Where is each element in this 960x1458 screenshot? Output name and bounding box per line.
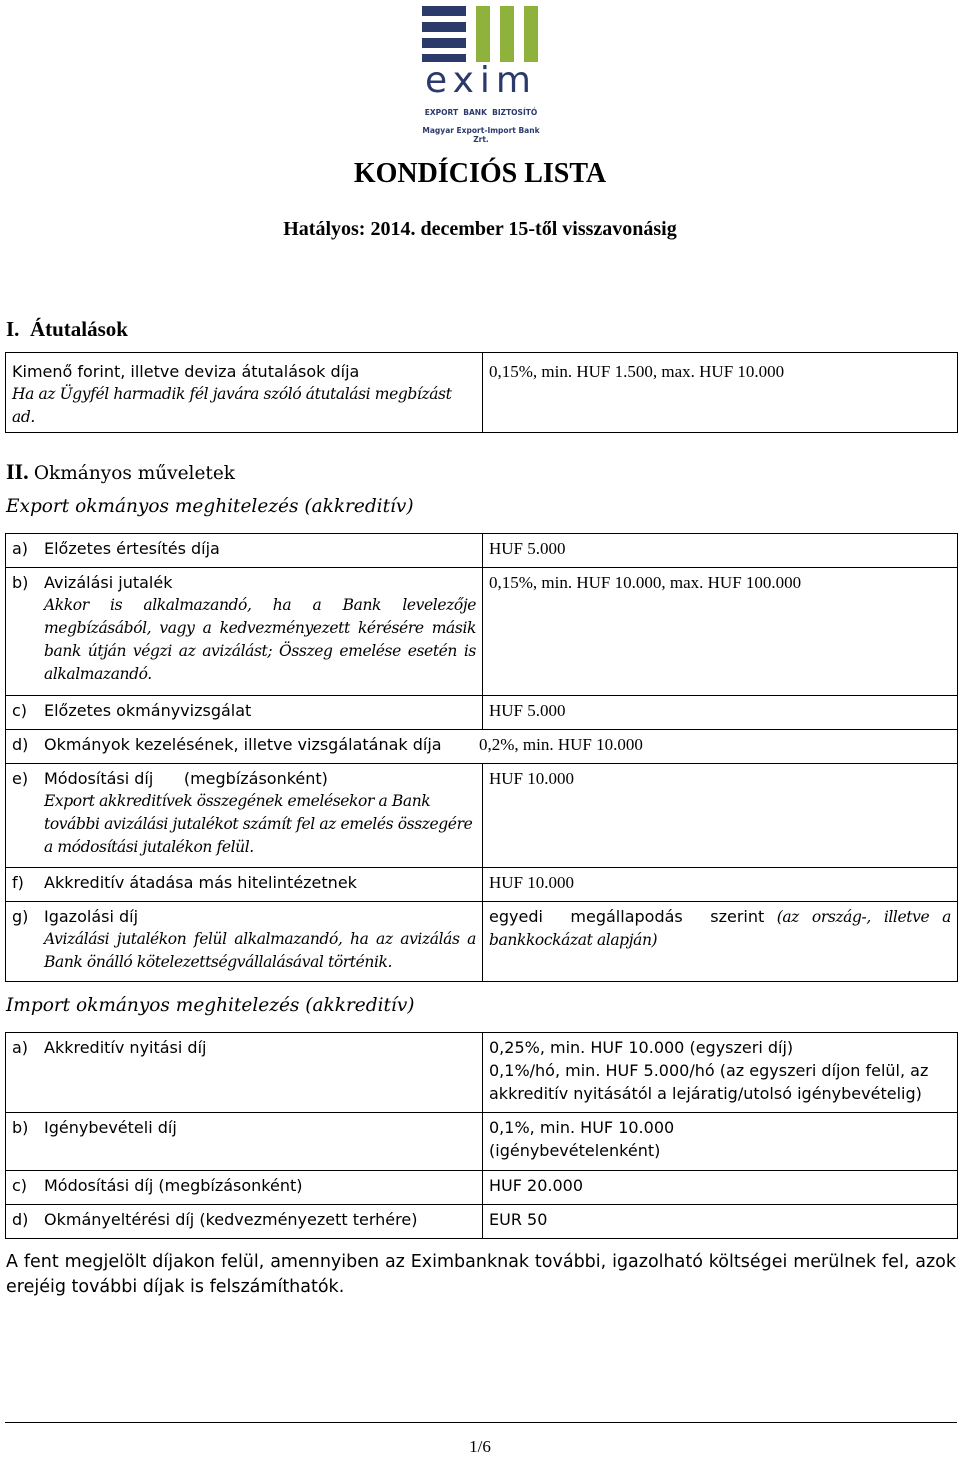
import-subheading: Import okmányos meghitelezés (akkreditív) (6, 995, 415, 1016)
row-letter: f) (12, 873, 24, 892)
table-row (6, 534, 958, 568)
logo-company: Magyar Export-Import Bank Zrt. (422, 126, 540, 144)
table-row (6, 1113, 958, 1171)
row-note: Avizálási jutalékon felül alkalmazandó, ha az avizálás a Bank önálló kötelezettségvállalásával történik. (44, 930, 476, 971)
transfer-value: 0,15%, min. HUF 1.500, max. HUF 10.000 (489, 362, 785, 381)
page-number: 1/6 (469, 1437, 491, 1456)
table-row (6, 696, 958, 730)
transfer-table (5, 352, 958, 433)
row-label: Módosítási díj (megbízásonként) (44, 769, 328, 788)
table-row (6, 764, 958, 868)
row-label: Okmányok kezelésének, illetve vizsgálatának díja (44, 735, 442, 754)
row-letter: c) (12, 701, 28, 720)
logo-name: exim (425, 60, 537, 101)
row-value: 0,1%, min. HUF 10.000 (489, 1118, 675, 1137)
effective-date: Hatályos: 2014. december 15-től visszavonásig (283, 218, 677, 240)
row-note: Akkor is alkalmazandó, ha a Bank levelezője megbízásából, vagy a kedvezményezett kérésére másik bank útján végzi az avizálást; Összeg emelése esetén is alkalmazandó. (44, 596, 476, 683)
row-value: egyedi megállapodás szerint (489, 907, 765, 926)
row-label: Okmányeltérési díj (kedvezményezett terhére) (44, 1210, 418, 1229)
row-label: Igazolási díj (44, 907, 139, 926)
section-1-heading (6, 317, 128, 342)
row-value-detail: (igénybevételenként) (489, 1141, 661, 1160)
row-value: EUR 50 (489, 1210, 548, 1229)
section-2-heading (6, 459, 235, 485)
row-letter: a) (12, 1038, 29, 1057)
row-value: HUF 5.000 (489, 701, 566, 720)
row-label: Igénybevételi díj (44, 1118, 177, 1137)
logo-bar-3 (422, 38, 466, 48)
table-row (6, 353, 958, 433)
row-letter: g) (12, 907, 29, 926)
section-2-title: Okmányos műveletek (33, 463, 236, 484)
table-row (6, 1171, 958, 1205)
page-title: KONDÍCIÓS LISTA (353, 158, 607, 189)
row-label: Előzetes értesítés díja (44, 539, 220, 558)
section-1-title: Átutalások (29, 317, 128, 341)
row-value: 0,25%, min. HUF 10.000 (egyszeri díj) (489, 1038, 794, 1057)
transfer-note: Ha az Ügyfél harmadik fél javára szóló átutalási megbízást ad. (12, 385, 452, 426)
row-letter: b) (12, 1118, 29, 1137)
row-value-detail: 0,1%/hó, min. HUF 5.000/hó (az egyszeri díjon felül, az akkreditív nyitásától a lejáratig/utolsó igénybevételig) (489, 1061, 929, 1103)
row-letter: b) (12, 573, 29, 592)
transfer-label: Kimenő forint, illetve deviza átutalások díja (12, 362, 360, 381)
logo-tagline: EXPORT BANK BIZTOSÍTÓ (424, 108, 538, 117)
export-subheading: Export okmányos meghitelezés (akkreditív) (6, 496, 414, 517)
logo-bar-6 (500, 6, 514, 62)
row-label: Avizálási jutalék (44, 573, 173, 592)
logo-bar-1 (422, 6, 466, 16)
footer-note: A fent megjelölt díjakon felül, amennyiben az Eximbanknak további, igazolható költségei merülnek fel, azok erejéig további díjak is felszámíthatók. (6, 1252, 956, 1297)
row-note: Export akkreditívek összegének emelésekor a Bank további avizálási jutalékot számít fel az emelés összegére a módosítási jutalékon felül. (44, 792, 473, 856)
row-value: 0,2%, min. HUF 10.000 (479, 735, 643, 754)
row-label: Akkreditív átadása más hitelintézetnek (44, 873, 357, 892)
logo-bar-7 (524, 6, 538, 62)
row-value: HUF 20.000 (489, 1176, 584, 1195)
row-value: HUF 10.000 (489, 769, 575, 788)
export-table (5, 533, 958, 982)
logo-bar-5 (476, 6, 490, 62)
row-label: Módosítási díj (megbízásonként) (44, 1176, 303, 1195)
row-letter: d) (12, 735, 29, 754)
row-label: Akkreditív nyitási díj (44, 1038, 207, 1057)
row-letter: c) (12, 1176, 28, 1195)
table-row (6, 730, 958, 764)
table-row (6, 902, 958, 982)
exim-logo (420, 2, 542, 144)
row-value: HUF 10.000 (489, 873, 575, 892)
table-row (6, 1205, 958, 1239)
row-value: HUF 5.000 (489, 539, 566, 558)
footer-divider (5, 1422, 957, 1423)
row-letter: d) (12, 1210, 29, 1229)
table-row (6, 568, 958, 696)
row-letter: e) (12, 769, 29, 788)
row-value: 0,15%, min. HUF 10.000, max. HUF 100.000 (489, 573, 802, 592)
table-row (6, 1033, 958, 1113)
logo-bar-2 (422, 22, 466, 32)
row-letter: a) (12, 539, 29, 558)
row-value-note: (az ország-, illetve a bankkockázat alapján) (489, 908, 951, 949)
section-2-number: II. (6, 459, 29, 484)
table-row (6, 868, 958, 902)
row-label: Előzetes okmányvizsgálat (44, 701, 252, 720)
import-table (5, 1032, 958, 1239)
section-1-number: I. (6, 317, 20, 341)
